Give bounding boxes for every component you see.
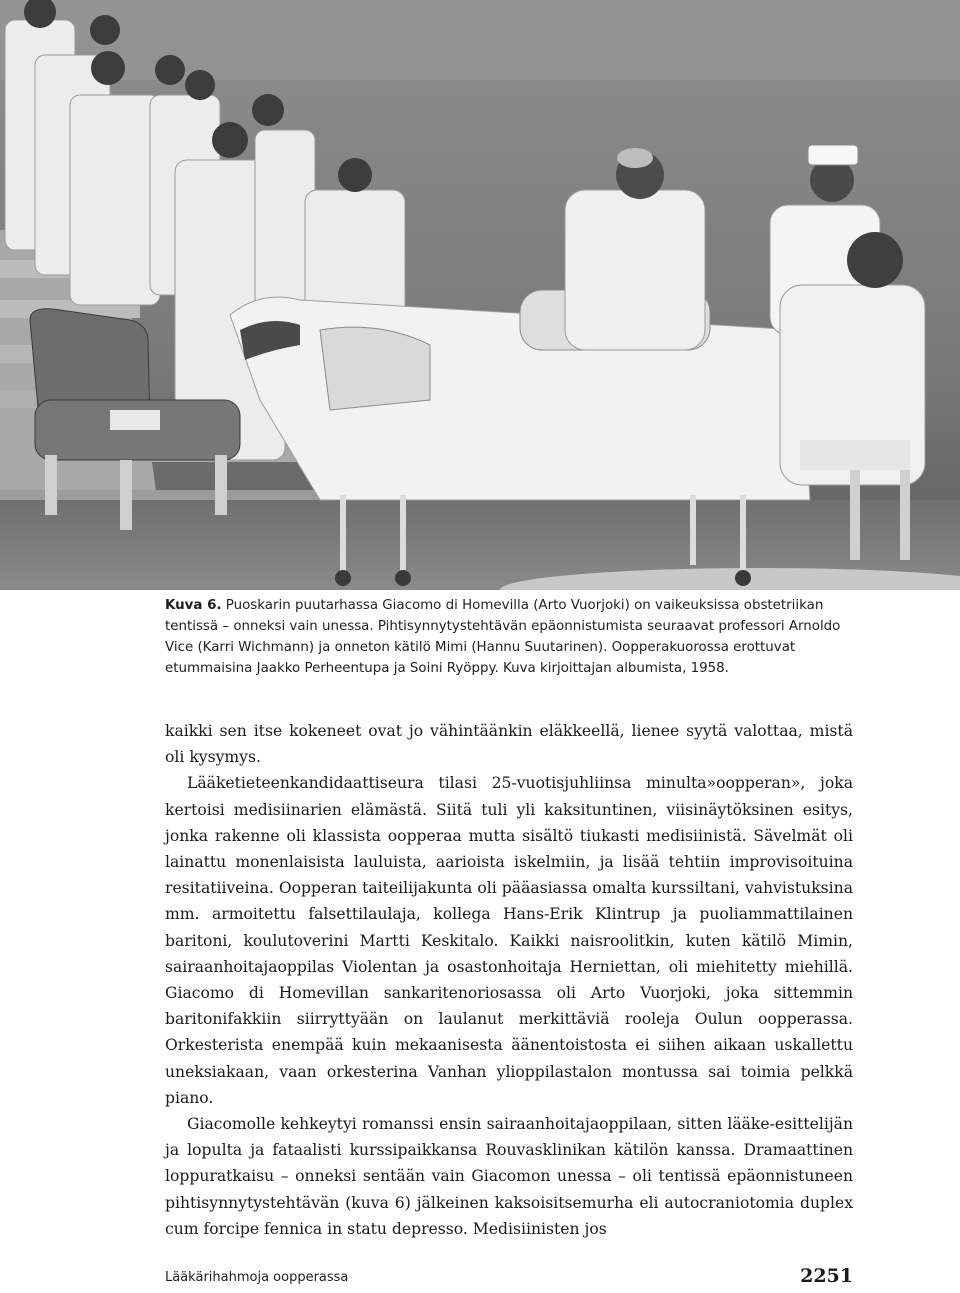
paragraph-1: kaikki sen itse kokeneet ovat jo vähintäänkin eläkkeellä, lienee syytä valottaa, mistä oli kysymys. xyxy=(165,722,853,767)
photo-caption xyxy=(165,595,865,679)
article-body xyxy=(165,718,853,1242)
stage-photo-illustration xyxy=(0,0,960,590)
caption-label: Kuva 6. xyxy=(165,598,222,613)
page-number: 2251 xyxy=(800,1265,853,1287)
stage-photograph xyxy=(0,0,960,590)
caption-text: Puoskarin puutarhassa Giacomo di Homevilla (Arto Vuorjoki) on vaikeuksissa obstetriikan tentissä – onneksi vain unessa. Pihtisynnytystehtävän epäonnistumista seuraavat professori Arnoldo Vice (Karri Wichmann) ja onneton kätilö Mimi (Hannu Suutarinen). Oopperakuorossa erottuvat etummaisina Jaakko Perheentupa ja Soini Ryöppy. Kuva kirjoittajan albumista, 1958. xyxy=(165,598,841,676)
paragraph-2: Lääketieteenkandidaattiseura tilasi 25-vuotisjuhliinsa minulta»oopperan», joka kertoisi medisiinarien elämästä. Siitä tuli yli kaksituntinen, viisinäytöksinen esitys, jonka rakenne oli klassista oopperaa mutta sisältö tiukasti medisiinistä. Sävelmät oli lainattu monenlaisista lauluista, aarioista iskelmiin, ja lisää tehtiin improvisoituina resitatiiveina. Oopperan taiteilijakunta oli pääasiassa omalta kurssiltani, vahvistuksina mm. armoitettu falsettilaulaja, kollega Hans-Erik Klintrup ja puoliammattilainen baritoni, koulutoverini Martti Keskitalo. Kaikki naisroolitkin, kuten kätilö Mimin, sairaanhoitajaoppilas Violentan ja osastonhoitaja Herniettan, oli miehitetty miehillä. Giacomo di Homevillan sankaritenoriosassa oli Arto Vuorjoki, joka sittemmin baritonifakkiin siirryttyään on laulanut merkittäviä rooleja Oulun oopperassa. Orkesterista enempää kuin mekaanisesta äänentoistosta ei siihen aikaan uskallettu uneksiakaan, vaan orkesterina Vanhan ylioppilastalon montussa sai toimia pelkkä piano. xyxy=(165,774,853,1107)
paragraph-3: Giacomolle kehkeytyi romanssi ensin sairaanhoitajaoppilaan, sitten lääke-esittelijän ja lopulta ja fataalisti kurssipaikkansa Rouvasklinikan kätilön kanssa. Dramaattinen loppuratkaisu – onneksi sentään vain Giacomon unessa – oli tentissä epäonnistuneen pihtisynnytystehtävän (kuva 6) jälkeinen kaksoisitsemurha eli autocraniotomia duplex cum forcipe fennica in statu depresso. Medisiinisten jos xyxy=(165,1115,853,1238)
running-footer-title: Lääkärihahmoja oopperassa xyxy=(165,1270,349,1285)
